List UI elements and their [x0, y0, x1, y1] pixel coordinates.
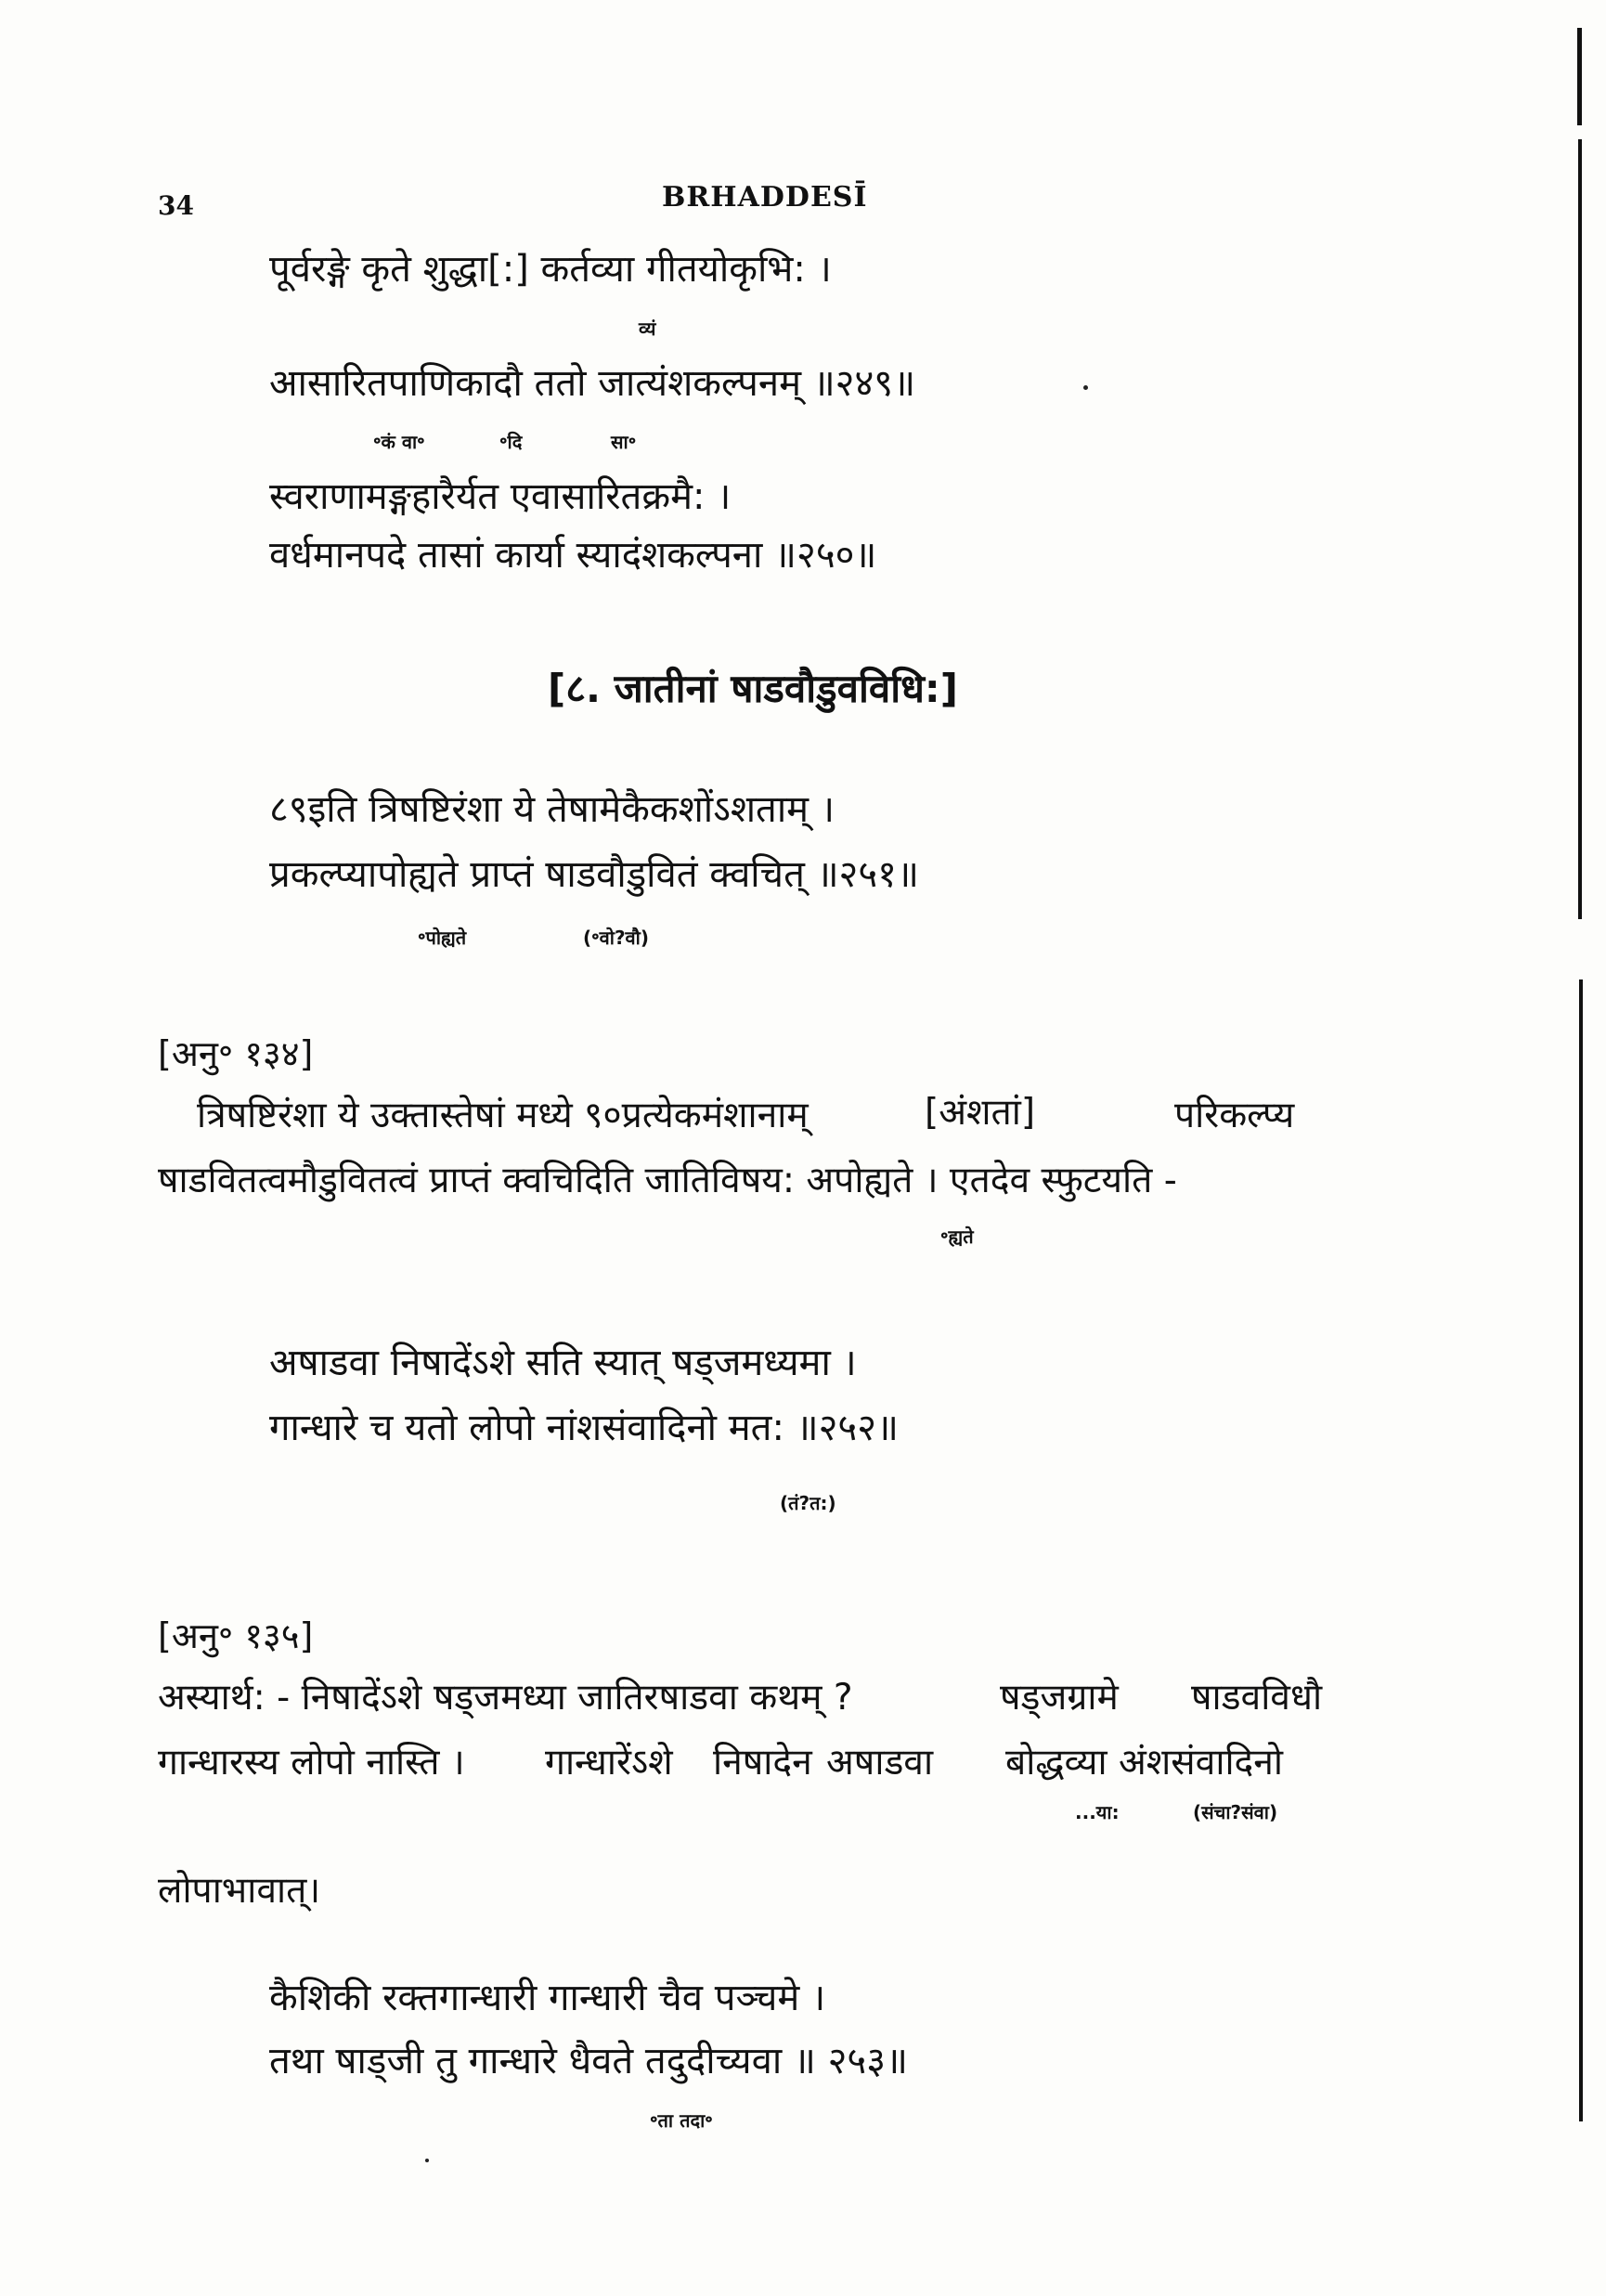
verse-249-line-2: आसारितपाणिकादौ ततो जात्यंशकल्पनम् ॥२४९॥: [269, 362, 916, 405]
variant-reading: ॰दि: [499, 431, 523, 453]
verse-250-line-2: वर्धमानपदे तासां कार्या स्यादंशकल्पना ॥२५०॥: [269, 534, 877, 577]
variant-reading: ...या:: [1075, 1801, 1120, 1823]
scan-edge-line-lower: [1579, 979, 1583, 2121]
verse-252-line-2: गान्धारे च यतो लोपो नांशसंवादिनो मत: ॥२५२॥: [269, 1407, 899, 1449]
verse-253-line-1: कैशिकी रक्तगान्धारी गान्धारी चैव पञ्चमे ।: [269, 1977, 826, 2019]
variant-reading: (संचा?संवा): [1193, 1801, 1278, 1823]
commentary-label-134: [अनु॰ १३४]: [158, 1033, 314, 1074]
commentary-label-135: [अनु॰ १३५]: [158, 1615, 314, 1656]
commentary-135-line-1c: षाडवविधौ: [1191, 1677, 1323, 1719]
variant-reading: ॰पोह्यते: [418, 927, 467, 949]
variant-reading: व्यं: [639, 318, 656, 340]
commentary-135-line-2e: बोद्धव्या अंशसंवादिनो: [1005, 1742, 1284, 1784]
variant-reading: ॰ह्यते: [940, 1226, 974, 1248]
commentary-135-line-1b: षड्जग्रामे: [1000, 1677, 1119, 1719]
page-number: 34: [158, 190, 194, 221]
commentary-135-line-3: लोपाभावात्।: [158, 1870, 321, 1912]
variant-reading: ॰कं वा॰: [373, 431, 425, 453]
commentary-135-line-2b: गान्धारेंऽशे: [545, 1742, 673, 1784]
commentary-134-line-2: षाडवितत्वमौडुवितत्वं प्राप्तं क्वचिदिति जातिविषय: अपोह्यते । एतदेव स्फुटयति -: [158, 1160, 1177, 1201]
variant-reading: ॰ता तदा॰: [650, 2109, 713, 2132]
commentary-135-line-2c: निषादेन: [713, 1742, 812, 1784]
commentary-134-line-1: त्रिषष्टिरंशा ये उक्तास्तेषां मध्ये ९०प्रत्येकमंशानाम्: [197, 1095, 809, 1136]
speck: [425, 2159, 429, 2162]
verse-251-line-2: प्रकल्प्यापोह्यते प्राप्तं षाडवौडुवितं क्वचित् ॥२५१॥: [269, 853, 919, 896]
variant-reading: (॰वो?वौ): [583, 927, 650, 949]
commentary-135-line-2a: गान्धारस्य लोपो नास्ति ।: [158, 1742, 465, 1784]
scan-edge-line-top: [1577, 28, 1582, 125]
commentary-134-line-1-end: परिकल्प्य: [1174, 1095, 1295, 1136]
running-title: BRHADDESĪ: [662, 181, 868, 214]
verse-250-line-1: स्वराणामङ्गहारैर्यत एवासारितक्रमै: ।: [269, 475, 732, 518]
variant-reading: (तं?त:): [780, 1492, 836, 1514]
verse-249-line-1: पूर्वरङ्गे कृते शुद्धा[:] कर्तव्या गीतयोकृभि: ।: [269, 248, 832, 291]
commentary-135-line-2d: अषाडवा: [826, 1742, 934, 1784]
commentary-135-line-1a: अस्यार्थ: - निषादेंऽशे षड्जमध्या जातिरषाडवा कथम् ?: [158, 1677, 853, 1719]
commentary-134-bracket: [अंशतां]: [925, 1092, 1036, 1134]
scan-edge-line-upper: [1578, 139, 1582, 919]
speck: [1083, 385, 1088, 390]
verse-252-line-1: अषाडवा निषादेंऽशे सति स्यात् षड्जमध्यमा ।: [269, 1342, 857, 1384]
section-heading: [८. जातीनां षाडवौडुवविधि:]: [548, 666, 958, 711]
verse-251-line-1: ८९इति त्रिषष्टिरंशा ये तेषामेकैकशोंऽशताम् ।: [269, 788, 835, 831]
verse-253-line-2: तथा षाड्जी तु गान्धारे धैवते तदुदीच्यवा ॥ २५३॥: [269, 2040, 908, 2082]
variant-reading: सा॰: [611, 431, 637, 453]
